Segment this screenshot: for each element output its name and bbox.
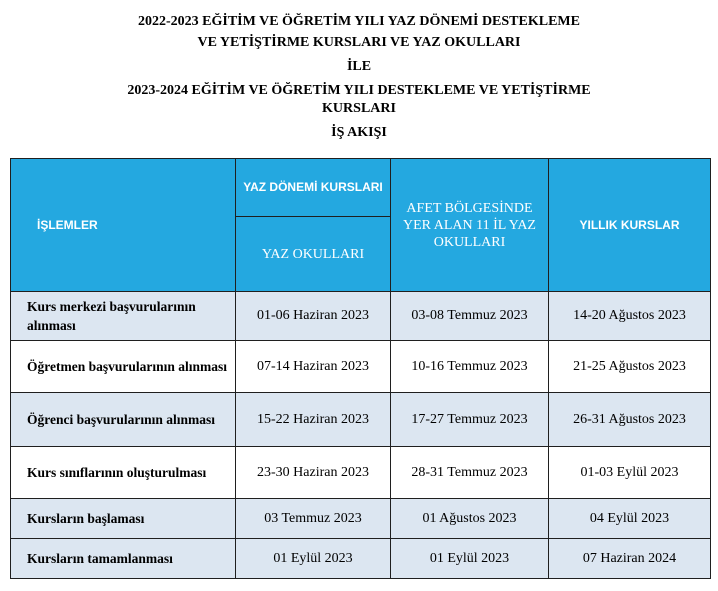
cell-afet-date: 10-16 Temmuz 2023 [391, 341, 549, 393]
title-line-6: İŞ AKIŞI [331, 125, 387, 140]
cell-yaz-date: 15-22 Haziran 2023 [236, 393, 391, 447]
row-label: Öğrenci başvurularının alınması [11, 393, 236, 447]
header-islemler: İŞLEMLER [11, 159, 236, 292]
row-label: Kurs sınıflarının oluşturulması [11, 447, 236, 499]
row-label: Kurs merkezi başvurularının alınması [11, 292, 236, 341]
workflow-table [10, 158, 711, 579]
table-row [11, 499, 711, 539]
title-line-1: 2022-2023 EĞİTİM VE ÖĞRETİM YILI YAZ DÖNEMİ DESTEKLEME [138, 14, 580, 29]
cell-yillik-date: 01-03 Eylül 2023 [549, 447, 711, 499]
cell-yillik-date: 07 Haziran 2024 [549, 539, 711, 579]
cell-yaz-date: 03 Temmuz 2023 [236, 499, 391, 539]
cell-afet-date: 17-27 Temmuz 2023 [391, 393, 549, 447]
title-line-3: İLE [346, 59, 372, 74]
cell-yillik-date: 21-25 Ağustos 2023 [549, 341, 711, 393]
row-label: Kursların tamamlanması [11, 539, 236, 579]
title-line-4: 2023-2024 EĞİTİM VE ÖĞRETİM YILI DESTEKLEME VE YETİŞTİRME [127, 83, 591, 98]
cell-yaz-date: 23-30 Haziran 2023 [236, 447, 391, 499]
table-row [11, 447, 711, 499]
cell-yillik-date: 26-31 Ağustos 2023 [549, 393, 711, 447]
title-line-5: KURSLARI [322, 101, 396, 116]
header-yaz-donemi-kurslari: YAZ DÖNEMİ KURSLARI [236, 159, 391, 217]
cell-afet-date: 01 Ağustos 2023 [391, 499, 549, 539]
header-afet-bolgesi: AFET BÖLGESİNDE YER ALAN 11 İL YAZ OKULLARI [391, 159, 549, 292]
cell-yaz-date: 01 Eylül 2023 [236, 539, 391, 579]
header-yillik-kurslar: YILLIK KURSLAR [549, 159, 711, 292]
cell-yillik-date: 04 Eylül 2023 [549, 499, 711, 539]
title-line-2: VE YETİŞTİRME KURSLARI VE YAZ OKULLARI [197, 35, 521, 50]
row-label: Öğretmen başvurularının alınması [11, 341, 236, 393]
cell-yaz-date: 01-06 Haziran 2023 [236, 292, 391, 341]
cell-afet-date: 01 Eylül 2023 [391, 539, 549, 579]
cell-yaz-date: 07-14 Haziran 2023 [236, 341, 391, 393]
cell-yillik-date: 14-20 Ağustos 2023 [549, 292, 711, 341]
row-label: Kursların başlaması [11, 499, 236, 539]
cell-afet-date: 03-08 Temmuz 2023 [391, 292, 549, 341]
table-row [11, 341, 711, 393]
cell-afet-date: 28-31 Temmuz 2023 [391, 447, 549, 499]
table-row [11, 292, 711, 341]
table-row [11, 539, 711, 579]
table-row [11, 393, 711, 447]
header-yaz-okullari: YAZ OKULLARI [236, 217, 391, 292]
